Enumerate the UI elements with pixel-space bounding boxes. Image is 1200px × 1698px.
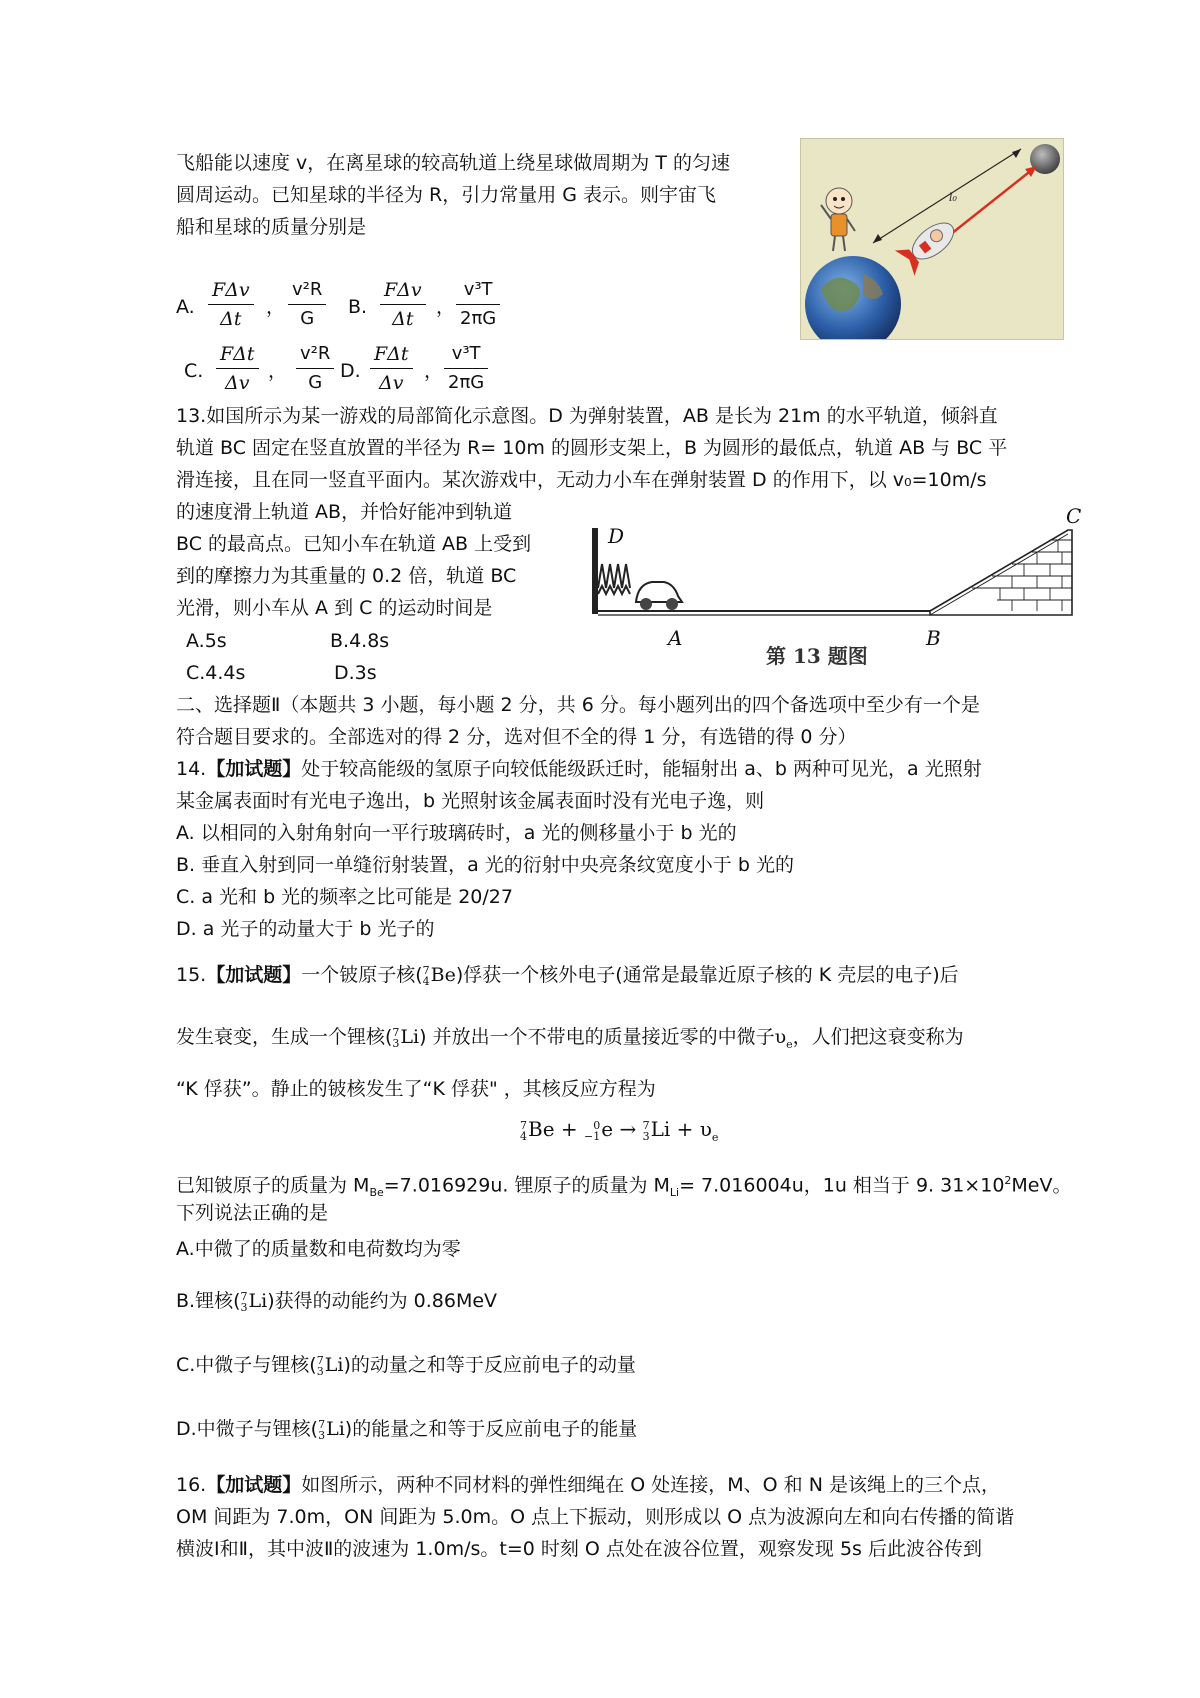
q14-option-a: A. 以相同的入射角射向一平行玻璃砖时，a 光的侧移量小于 b 光的 (176, 822, 737, 844)
q14-text-1: 处于较高能级的氢原子向较低能级跃迁时，能辐射出 a、b 两种可见光，a 光照射 (301, 758, 982, 780)
car-icon (636, 582, 682, 610)
q12-option-d-frac1 (366, 340, 417, 397)
q12-option-a-frac2 (284, 276, 330, 333)
q13-label-d: D (608, 524, 625, 548)
q12-line-1: 飞船能以速度 v，在离星球的较高轨道上绕星球做周期为 T 的匀速 (176, 152, 730, 174)
q12-d-num: FΔt (370, 340, 413, 369)
eq-neutrino: $\upsilon_e$ (699, 1117, 719, 1144)
q12-option-b-label: B. (348, 296, 368, 318)
q12-option-b-frac2 (452, 276, 504, 333)
q12-option-c-label: C. (184, 360, 204, 382)
q16-tag: 【加试题】 (206, 1474, 302, 1496)
q14-option-b: B. 垂直入射到同一单缝衍射装置，a 光的衍射中央亮条纹宽度小于 b 光的 (176, 854, 794, 876)
q15-option-d: D.中微子与锂核( 7 3 Li)的能量之和等于反应前电子的能量 (176, 1418, 638, 1442)
q13-line-6: 到的摩擦力为其重量的 0.2 倍，轨道 BC (176, 565, 517, 587)
eq-arrow: → (619, 1117, 637, 1141)
q15-equation (520, 1116, 718, 1151)
q12-option-a-frac1 (204, 276, 258, 333)
q12-option-c-frac2 (292, 340, 338, 397)
q12-a-den2: G (300, 308, 315, 329)
q14-line-2: 某金属表面时有光电子逸出，b 光照射该金属表面时没有光电子逸，则 (176, 790, 765, 812)
li-nucleus-1: 7 3 Li (392, 1026, 420, 1050)
q15-line-1 (176, 962, 959, 988)
q15-text-2c: ，人们把这衰变称为 (792, 1026, 964, 1048)
q15-text-2b: ) 并放出一个不带电的质量接近零的中微子 (419, 1026, 775, 1048)
q16-text-1: 如图所示，两种不同材料的弹性细绳在 O 处连接，M、O 和 N 是该绳上的三个点， (301, 1474, 1000, 1496)
q15-tag: 【加试题】 (206, 964, 302, 986)
q15-text-1b: )俘获一个核外电子(通常是最靠近原子核的 K 壳层的电子)后 (455, 964, 959, 986)
q12-option-d-comma: ， (424, 360, 444, 382)
q13-option-c: C.4.4s (186, 662, 246, 684)
launcher-spring-icon (598, 564, 630, 594)
q12-a-num: FΔv (208, 276, 254, 305)
q12-option-c-frac1 (212, 340, 263, 397)
eq-plus-1: + (560, 1117, 578, 1141)
q16-line-1 (176, 1472, 1000, 1498)
q12-d-den: Δv (379, 372, 404, 394)
q13-line-5: BC 的最高点。已知小车在轨道 AB 上受到 (176, 533, 532, 555)
q14-number: 14. (176, 758, 207, 780)
q12-c-den2: G (308, 372, 323, 393)
be-nucleus-1: 7 4 Be (422, 964, 456, 988)
q13-label-c: C (1066, 504, 1082, 528)
svg-text:l₀: l₀ (949, 191, 957, 204)
q16-number: 16. (176, 1474, 207, 1496)
neutrino-symbol: $\upsilon_e$ (774, 1026, 793, 1051)
q15-line-5: 下列说法正确的是 (176, 1202, 329, 1224)
q15-text-2a: 发生衰变，生成一个锂核( (176, 1026, 393, 1048)
q13-line-7: 光滑，则小车从 A 到 C 的运动时间是 (176, 597, 493, 619)
astronaut-icon (821, 188, 855, 251)
q12-figure-svg (801, 139, 1063, 339)
q12-b-den2: 2πG (460, 308, 497, 329)
q15-option-a: A.中微了的质量数和电荷数均为零 (176, 1238, 461, 1260)
q13-line-1: 13.如国所示为某一游戏的局部简化示意图。D 为弹射装置，AB 是长为 21m 的水平轨道，倾斜直 (176, 405, 998, 427)
q13-line-3: 滑连接，且在同一竖直平面内。某次游戏中，无动力小车在弹射装置 D 的作用下，以 v₀=10m/s (176, 469, 987, 491)
q16-line-3: 横波Ⅰ和Ⅱ，其中波Ⅱ的波速为 1.0m/s。t=0 时刻 O 点处在波谷位置，观察发现 5s 后此波谷传到 (176, 1538, 982, 1560)
q12-option-c-comma: ， (268, 360, 288, 382)
q13-option-a: A.5s (186, 630, 227, 652)
q15-line-4: 已知铍原子的质量为 $M_{Be}=7.016929u$. 锂原子的质量为 $M_{Li}= 7.016004u$，1u 相当于 9. $31\times 10^2MeV$。 (176, 1174, 1072, 1200)
q12-option-d-label: D. (340, 360, 361, 382)
q14-tag: 【加试题】 (206, 758, 302, 780)
q15-line-3: “K 俘获”。静止的铍核发生了“K 俘获" ，其核反应方程为 (176, 1078, 656, 1100)
q16-line-2: OM 间距为 7.0m，ON 间距为 5.0m。O 点上下振动，则形成以 O 点为波源向左和向右传播的简谐 (176, 1506, 1015, 1528)
q15-option-b: B.锂核( 7 3 Li)获得的动能约为 0.86MeV (176, 1290, 498, 1314)
q12-c-den: Δv (225, 372, 250, 394)
li-nucleus-c: 7 3 Li (316, 1354, 344, 1378)
q15-line-2 (176, 1024, 964, 1058)
q12-c-num2: v²R (296, 340, 334, 369)
q12-c-num: FΔt (216, 340, 259, 369)
q14-option-c: C. a 光和 b 光的频率之比可能是 20/27 (176, 886, 513, 908)
q15-text-1a: 一个铍原子核( (301, 964, 423, 986)
q13-option-d: D.3s (334, 662, 377, 684)
q12-line-2: 圆周运动。已知星球的半径为 R，引力常量用 G 表示。则宇宙飞 (176, 184, 717, 206)
q12-a-den: Δt (220, 308, 242, 330)
q14-option-d: D. a 光子的动量大于 b 光子的 (176, 918, 435, 940)
eq-plus-2: + (676, 1117, 694, 1141)
q12-option-a-comma: ， (266, 296, 286, 318)
q13-figure (592, 504, 1092, 674)
eq-li: 7 3 Li (642, 1117, 671, 1143)
q12-option-b-comma: ， (436, 296, 456, 318)
q13-label-a: A (668, 626, 683, 650)
eq-be: 7 4 Be (520, 1117, 555, 1143)
q13-label-b: B (926, 626, 941, 650)
q12-option-a-label: A. (176, 296, 195, 318)
q14-line-1 (176, 756, 982, 782)
section2-line-1: 二、选择题Ⅱ（本题共 3 小题，每小题 2 分，共 6 分。每小题列出的四个备选项中至少有一个是 (176, 694, 980, 716)
q12-option-d-frac2 (440, 340, 492, 397)
q12-d-den2: 2πG (448, 372, 485, 393)
li-nucleus-b: 7 3 Li (240, 1290, 268, 1314)
li-nucleus-d: 7 3 Li (318, 1418, 345, 1442)
q12-option-b-frac1 (376, 276, 430, 333)
q15-option-c: C.中微子与锂核( 7 3 Li)的动量之和等于反应前电子的动量 (176, 1354, 636, 1378)
section2-line-2: 符合题目要求的。全部选对的得 2 分，选对但不全的得 1 分，有选错的得 0 分） (176, 726, 857, 748)
q13-line-2: 轨道 BC 固定在竖直放置的半径为 R= 10m 的圆形支架上，B 为圆形的最低点，轨道 AB 与 BC 平 (176, 437, 1008, 459)
eq-electron: 0 −1 e (584, 1117, 614, 1143)
q15-number: 15. (176, 964, 207, 986)
q12-figure (800, 138, 1064, 340)
q12-d-num2: v³T (444, 340, 488, 369)
q13-option-b: B.4.8s (330, 630, 390, 652)
q12-a-num2: v²R (288, 276, 326, 305)
q12-b-num: FΔv (380, 276, 426, 305)
q13-figure-caption: 第 13 题图 (766, 644, 868, 668)
q12-b-den: Δt (392, 308, 414, 330)
q12-b-num2: v³T (456, 276, 500, 305)
q13-line-4: 的速度滑上轨道 AB，并恰好能冲到轨道 (176, 501, 513, 523)
q12-line-3: 船和星球的质量分别是 (176, 216, 367, 238)
